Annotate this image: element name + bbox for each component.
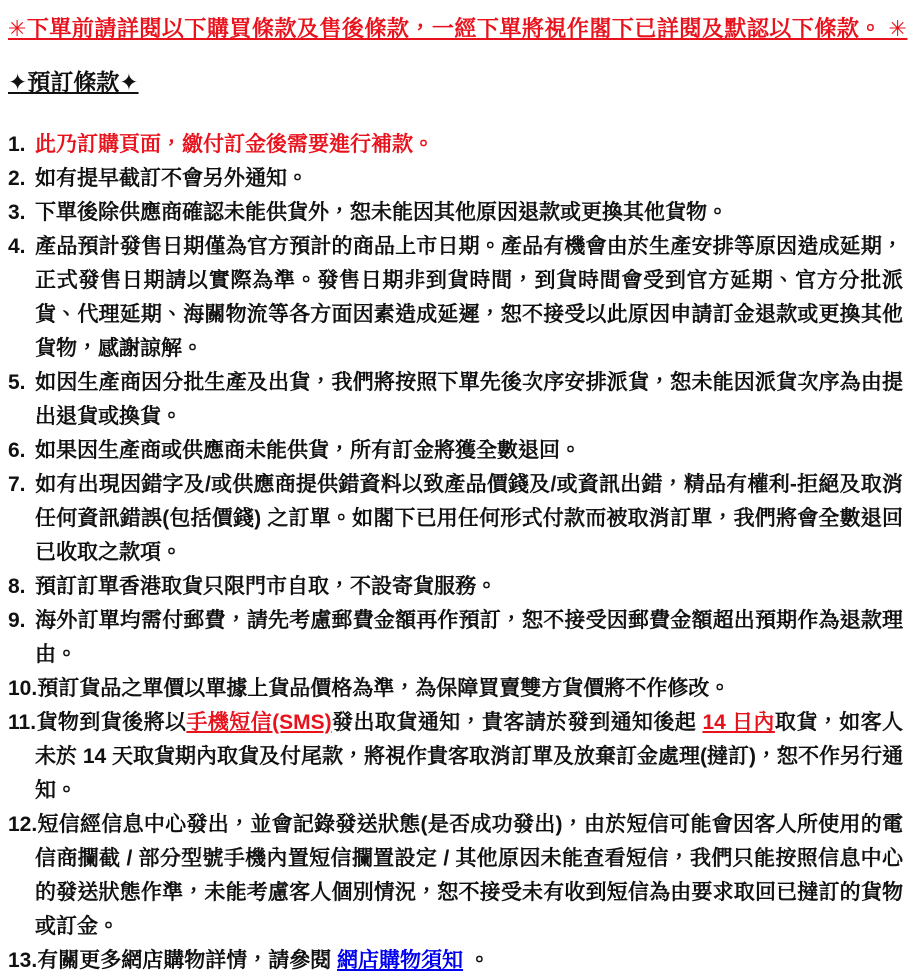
term-item-1 xyxy=(8,128,903,162)
term-text: 下單後除供應商確認未能供貨外，恕未能因其他原因退款或更換其他貨物。 xyxy=(35,200,728,224)
term-text: 此乃訂購頁面，繳付訂金後需要進行補款。 xyxy=(35,132,434,156)
term-text: 短信經信息中心發出，並會記錄發送狀態(是否成功發出)，由於短信可能會因客人所使用的電信商攔截 / 部分型號手機內置短信攔置設定 / 其他原因未能查看短信，我們只能按照信息中心的發送狀態作準，未能考慮客人個別情況，恕不接受未有收到短信為由要求取回已撻訂的貨物或訂金。 xyxy=(35,812,903,938)
term-number: 8. xyxy=(8,574,26,598)
term-item-12 xyxy=(8,808,903,944)
term-item-2 xyxy=(8,162,903,196)
term-item-6 xyxy=(8,434,903,468)
term-number: 1. xyxy=(8,132,26,156)
term-number: 6. xyxy=(8,438,26,462)
terms-list xyxy=(8,128,903,978)
term-number: 13. xyxy=(8,948,38,972)
term-text: 發出取貨通知，貴客請於發到通知後起 xyxy=(331,710,703,734)
preorder-terms-heading: ✦預訂條款✦ xyxy=(8,68,139,95)
term-text: 如有提早截訂不會另外通知。 xyxy=(35,166,308,190)
term-text: 海外訂單均需付郵費，請先考慮郵費金額再作預訂，恕不接受因郵費金額超出預期作為退款理由。 xyxy=(35,608,903,666)
term-item-9 xyxy=(8,604,903,672)
term-item-4 xyxy=(8,230,903,366)
term-item-7 xyxy=(8,468,903,570)
term-item-13 xyxy=(8,944,903,978)
term-number: 9. xyxy=(8,608,26,632)
term-text: 預訂訂單香港取貨只限門市自取，不設寄貨服務。 xyxy=(35,574,497,598)
term-item-10 xyxy=(8,672,903,706)
term-text: 有關更多網店購物詳情，請參閱 xyxy=(37,948,338,972)
term-number: 5. xyxy=(8,370,26,394)
term-number: 7. xyxy=(8,472,26,496)
term-item-11 xyxy=(8,706,903,808)
term-text: 預訂貨品之單價以單據上貨品價格為準，為保障買賣雙方貨價將不作修改。 xyxy=(37,676,731,700)
term-text: 14 日內 xyxy=(702,710,775,734)
term-number: 11. xyxy=(8,710,37,734)
purchase-terms-notice: ✳下單前請詳閱以下購買條款及售後條款，一經下單將視作閣下已詳閱及默認以下條款。 ✳ xyxy=(8,16,908,41)
term-text: 如果因生產商或供應商未能供貨，所有訂金將獲全數退回。 xyxy=(35,438,581,462)
term-text: 如因生產商因分批生產及出貨，我們將按照下單先後次序安排派貨，恕未能因派貨次序為由提出退貨或換貨。 xyxy=(35,370,903,428)
term-text: 。 xyxy=(463,948,490,972)
term-number: 10. xyxy=(8,676,38,700)
term-item-8 xyxy=(8,570,903,604)
term-text: 手機短信(SMS) xyxy=(186,710,332,734)
term-number: 4. xyxy=(8,234,26,258)
term-number: 3. xyxy=(8,200,26,224)
term-text: 產品預計發售日期僅為官方預計的商品上市日期。產品有機會由於生產安排等原因造成延期，正式發售日期請以實際為準。發售日期非到貨時間，到貨時間會受到官方延期、官方分批派貨、代理延期、海關物流等各方面因素造成延遲，恕不接受以此原因申請訂金退款或更換其他貨物，感謝諒解。 xyxy=(35,234,903,360)
term-text: 如有出現因錯字及/或供應商提供錯資料以致產品價錢及/或資訊出錯，精品有權利-拒絕及取消任何資訊錯誤(包括價錢) 之訂單。如閣下已用任何形式付款而被取消訂單，我們將會全數退回已收取之款項。 xyxy=(35,472,903,564)
term-text: 取貨，如客人未於 14 天取貨期內取貨及付尾款，將視作貴客取消訂單及放棄訂金處理(撻訂)，恕不作另行通知。 xyxy=(35,710,904,802)
section-heading-wrap xyxy=(8,68,903,114)
store-shopping-guide-link[interactable]: 網店購物須知 xyxy=(337,948,464,972)
term-item-5 xyxy=(8,366,903,434)
term-number: 12. xyxy=(8,812,38,836)
term-number: 2. xyxy=(8,166,26,190)
term-text: 貨物到貨後將以 xyxy=(36,710,187,734)
term-item-3 xyxy=(8,196,903,230)
